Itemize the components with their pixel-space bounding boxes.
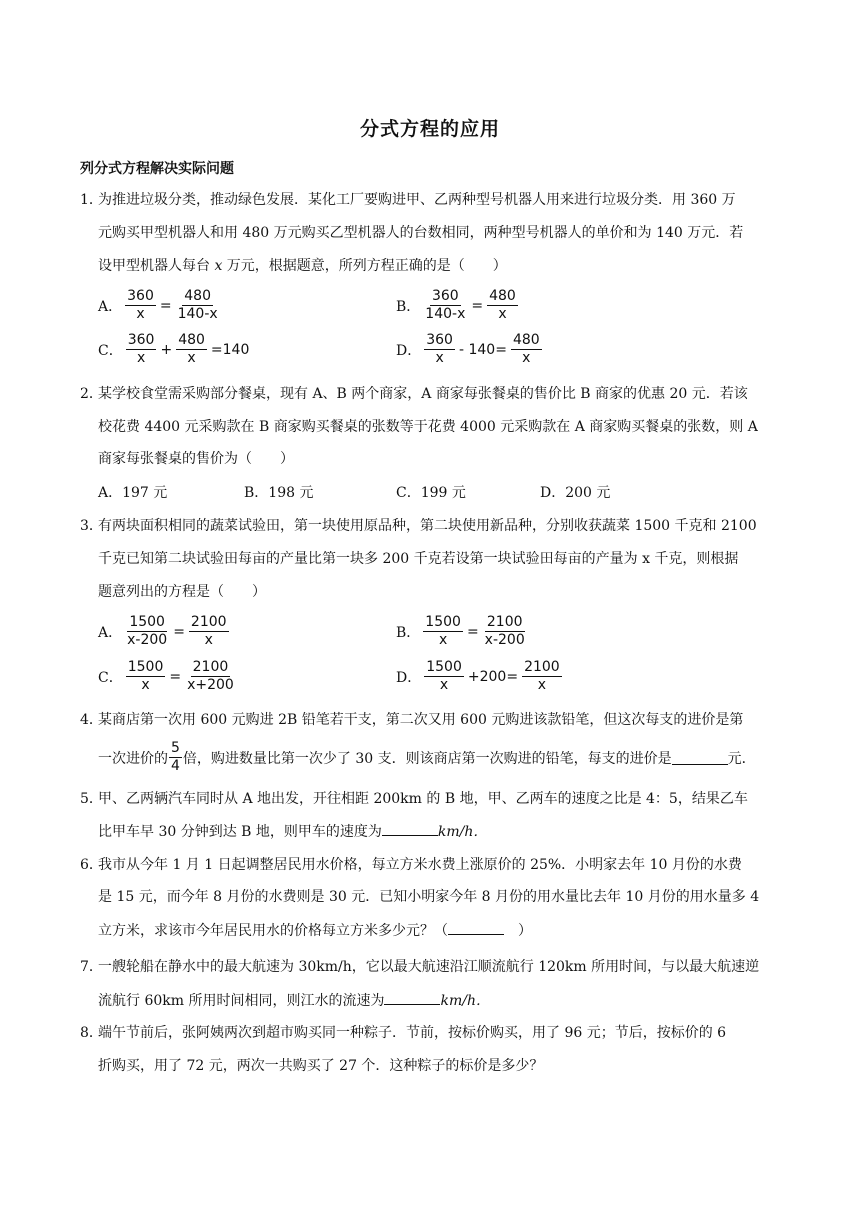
question-4-line-2-b: 倍，购进数量比第一次少了 30 支．则该商店第一次购进的铅笔，每支的进价是 (182, 750, 672, 767)
question-2-line-1: 某学校食堂需采购部分餐桌，现有 A、B 两个商家，A 商家每张餐桌的售价比 B 商家的优惠 20 元．若该 (98, 386, 748, 402)
option-label: C． (98, 669, 123, 686)
equation-tail: =140 (210, 341, 250, 358)
fraction: $\frac{1500}{x}$ (127, 659, 164, 693)
question-4-number: 4． (80, 712, 103, 728)
fraction: $\frac{2100}{x+200}$ (187, 659, 234, 693)
question-6-number: 6． (80, 857, 103, 873)
question-3-line-2: 千克已知第二块试验田每亩的产量比第一块多 200 千克若设第一块试验田每亩的产量为 x 千克，则根据 (98, 551, 739, 567)
fraction: $\frac{2100}{x-200}$ (484, 614, 525, 648)
page-title: 分式方程的应用 (359, 118, 500, 140)
question-3-option-d[interactable] (396, 659, 565, 694)
answer-blank[interactable] (382, 821, 438, 836)
question-6-line-3 (98, 920, 532, 941)
question-8-number: 8． (80, 1025, 103, 1041)
question-5-number: 5． (80, 791, 103, 807)
equals-sign: = (466, 623, 479, 640)
question-5-unit: km/h． (437, 824, 488, 840)
question-7-unit: km/h． (440, 993, 490, 1009)
fraction: $\frac{360}{x}$ (127, 288, 154, 322)
question-4-line-2-c: 元． (727, 750, 756, 767)
fraction: $\frac{5}{4}$ (171, 740, 180, 774)
question-3-option-a[interactable] (98, 614, 232, 649)
question-2-option-a[interactable]: A．197 元 (98, 485, 168, 501)
question-3-line-3: 题意列出的方程是（ ） (98, 584, 266, 600)
question-1-option-d[interactable] (396, 332, 545, 367)
fraction: $\frac{360}{140-x}$ (425, 288, 466, 322)
fraction: $\frac{480}{x}$ (489, 288, 516, 322)
option-label: B． (396, 624, 421, 641)
answer-blank[interactable] (672, 750, 728, 765)
operator: + (160, 341, 173, 358)
question-7-line-1: 一艘轮船在静水中的最大航速为 30km/h，它以最大航速沿江顺流航行 120km 所用时间，与以最大航速逆 (98, 959, 760, 975)
option-label: A． (98, 624, 123, 641)
fraction: $\frac{1500}{x-200}$ (127, 614, 168, 648)
fraction: $\frac{480}{x}$ (512, 332, 540, 366)
question-1-line-2: 元购买甲型机器人和用 480 万元购买乙型机器人的台数相同，两种型号机器人的单价和为 140 万元．若 (98, 225, 744, 241)
question-1-variable: x (214, 258, 223, 274)
fraction: $\frac{1500}{x}$ (425, 614, 461, 648)
question-7-line-2-a: 流航行 60km 所用时间相同，则江水的流速为 (98, 993, 385, 1009)
question-4-line-2-a: 一次进价的 (98, 750, 168, 767)
question-4-line-1: 某商店第一次用 600 元购进 2B 铅笔若干支，第二次又用 600 元购进该款铅笔，但这次每支的进价是第 (98, 712, 744, 728)
operator: - 140= (458, 341, 507, 358)
section-heading: 列分式方程解决实际问题 (80, 161, 234, 177)
fraction: $\frac{480}{140-x}$ (177, 288, 218, 322)
question-8-line-2: 折购买，用了 72 元，两次一共购买了 27 个．这种粽子的标价是多少？ (98, 1058, 544, 1074)
question-1-option-a[interactable] (98, 288, 223, 323)
question-6-line-1: 我市从今年 1 月 1 日起调整居民用水价格，每立方米水费上涨原价的 25%．小明家去年 10 月份的水费 (98, 857, 742, 873)
option-label: B． (396, 298, 421, 315)
answer-blank[interactable] (384, 990, 440, 1005)
question-2-line-2: 校花费 4400 元采购款在 B 商家购买餐桌的张数等于花费 4000 元采购款在 A 商家购买餐桌的张数，则 A (98, 419, 758, 435)
question-7-number: 7． (80, 959, 103, 975)
question-2-number: 2． (80, 386, 103, 402)
question-1-line-3 (98, 256, 507, 276)
question-4-line-2 (98, 740, 756, 775)
option-label: C． (98, 342, 123, 359)
question-8-line-1: 端午节前后，张阿姨两次到超市购买同一种粽子．节前，按标价购买，用了 96 元；节后，按标价的 6 (98, 1025, 727, 1041)
option-label: D． (396, 669, 422, 686)
question-2-line-3: 商家每张餐桌的售价为（ ） (98, 451, 294, 467)
answer-blank[interactable] (448, 920, 504, 935)
fraction: $\frac{2100}{x}$ (190, 614, 227, 648)
equals-sign: = (471, 297, 484, 314)
question-3-option-c[interactable] (98, 659, 239, 694)
question-5-line-2 (98, 821, 487, 842)
question-1-line-1: 为推进垃圾分类，推动绿色发展．某化工厂要购进甲、乙两种型号机器人用来进行垃圾分类．用 360 万 (98, 192, 736, 208)
question-1-number: 1． (80, 192, 103, 208)
question-1-option-b[interactable] (396, 288, 521, 323)
fraction: $\frac{360}{x}$ (426, 332, 453, 366)
question-3-option-b[interactable] (396, 614, 530, 649)
question-2-option-b[interactable]: B．198 元 (244, 485, 314, 501)
fraction: $\frac{2100}{x}$ (524, 659, 560, 693)
question-1-line-3-b: 万元，根据题意，所列方程正确的是（ ） (222, 258, 507, 274)
equals-sign: = (169, 668, 182, 685)
equals-sign: = (159, 297, 172, 314)
question-1-line-3-a: 设甲型机器人每台 (98, 258, 215, 274)
question-3-number: 3． (80, 518, 103, 534)
question-2-option-c[interactable]: C．199 元 (396, 485, 466, 501)
option-label: A． (98, 298, 123, 315)
question-6-line-2: 是 15 元，而今年 8 月份的水费则是 30 元．已知小明家今年 8 月份的用水量比去年 10 月份的用水量多 4 (98, 889, 760, 905)
operator: +200= (467, 668, 519, 685)
fraction: $\frac{480}{x}$ (178, 332, 205, 366)
question-1-option-c[interactable] (98, 332, 250, 367)
question-6-line-3-b: ） (504, 923, 532, 939)
fraction: $\frac{360}{x}$ (127, 332, 155, 366)
question-7-line-2 (98, 990, 490, 1011)
question-2-option-d[interactable]: D．200 元 (540, 485, 611, 501)
question-3-line-1: 有两块面积相同的蔬菜试验田，第一块使用原品种，第二块使用新品种，分别收获蔬菜 1500 千克和 2100 (98, 518, 757, 534)
question-5-line-2-a: 比甲车早 30 分钟到达 B 地，则甲车的速度为 (98, 824, 382, 840)
equals-sign: = (173, 623, 185, 640)
question-6-line-3-a: 立方米，求该市今年居民用水的价格每立方米多少元？（ (98, 923, 448, 939)
question-5-line-1: 甲、乙两辆汽车同时从 A 地出发，开往相距 200km 的 B 地，甲、乙两车的速度之比是 4：5，结果乙车 (98, 791, 748, 807)
fraction: $\frac{1500}{x}$ (426, 659, 462, 693)
option-label: D． (396, 342, 422, 359)
